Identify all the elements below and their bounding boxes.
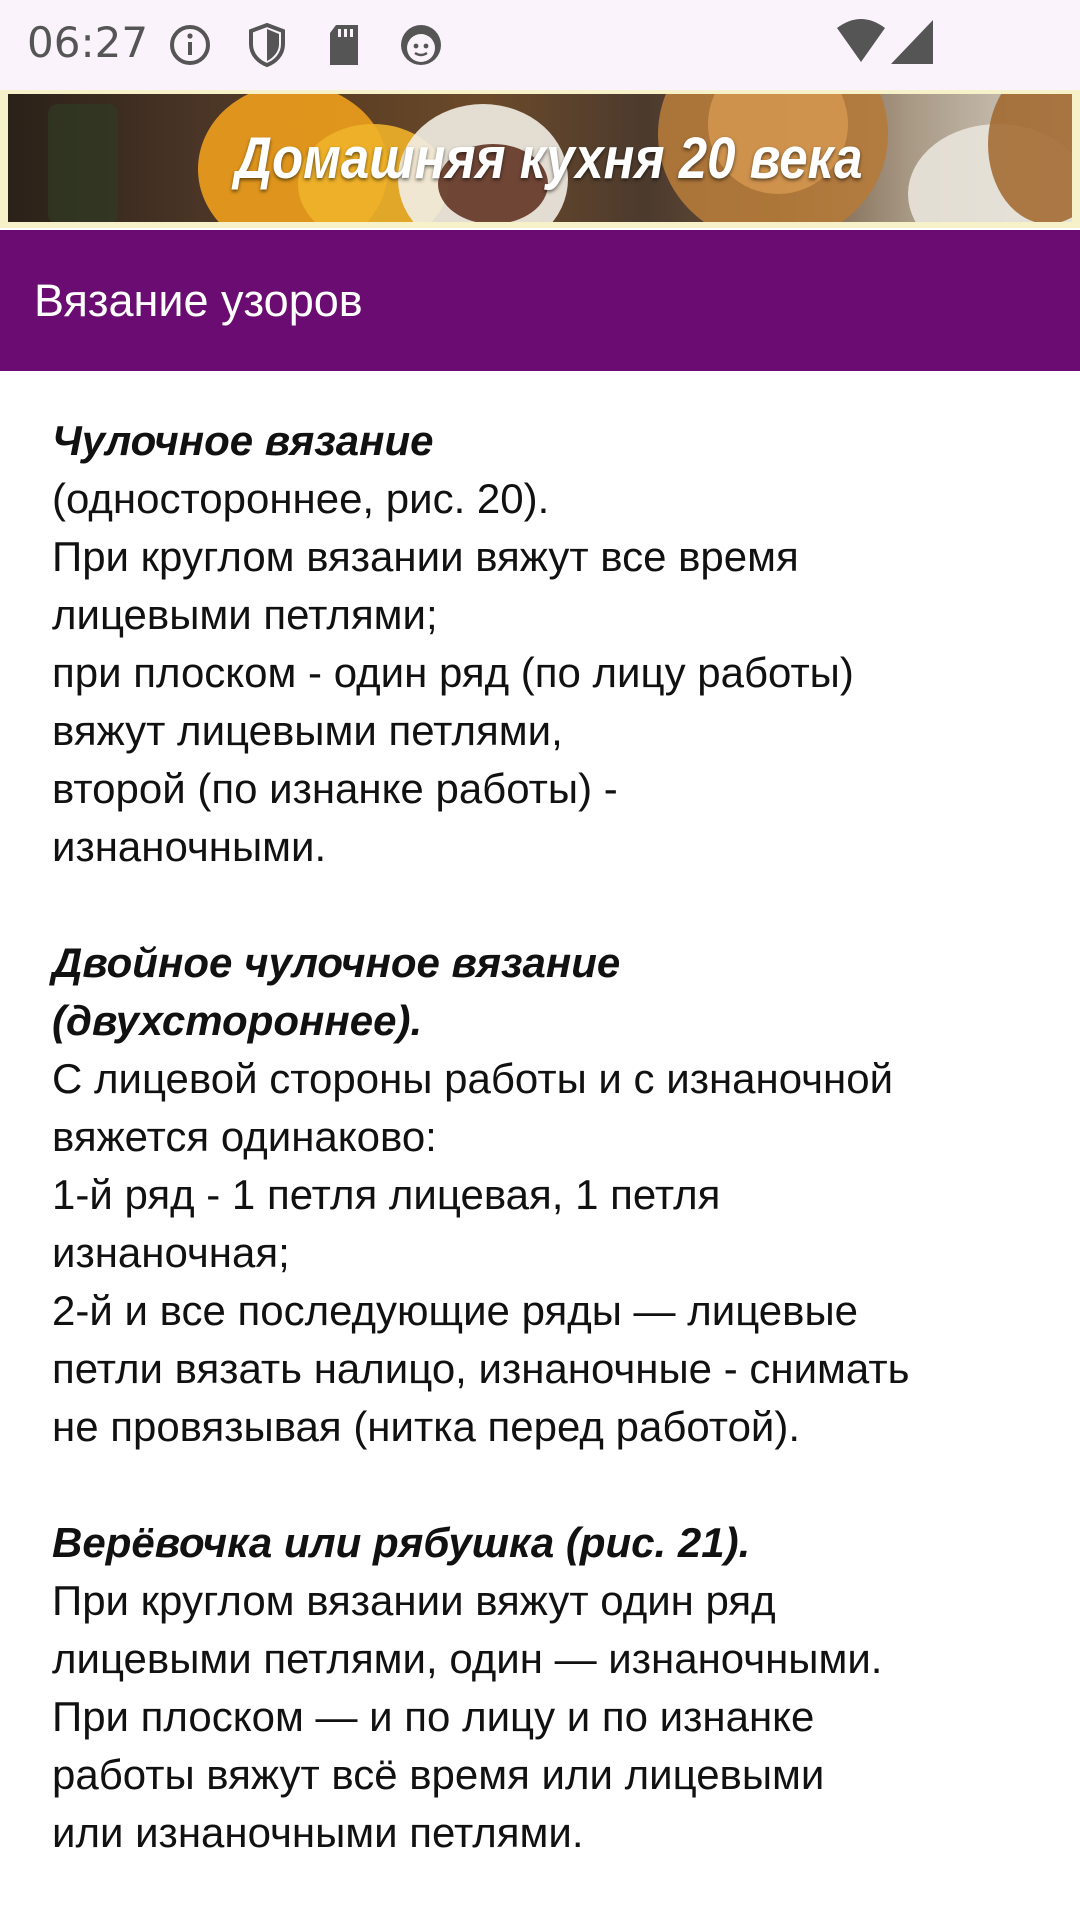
text-line: 2-й и все последующие ряды — лицевые xyxy=(52,1287,858,1334)
text-line: вяжут лицевыми петлями, xyxy=(52,707,563,754)
wifi-icon xyxy=(835,18,887,71)
section-heading: Верёвочка или рябушка (рис. 21). xyxy=(52,1519,751,1566)
text-line: При плоском — и по лицу и по изнанке xyxy=(52,1693,815,1740)
section-rope-stitch xyxy=(52,1514,1052,1862)
text-line: при плоском - один ряд (по лицу работы) xyxy=(52,649,854,696)
status-icons-right xyxy=(833,18,935,70)
section-stocking-stitch xyxy=(52,412,1052,876)
info-icon xyxy=(165,20,215,70)
status-icons-left xyxy=(165,20,473,70)
face-icon xyxy=(396,20,446,70)
banner xyxy=(0,90,1080,228)
text-line: При круглом вязании вяжут все время xyxy=(52,533,799,580)
page-title: Вязание узоров xyxy=(34,274,363,326)
text-line: или изнаночными петлями. xyxy=(52,1809,584,1856)
text-line: работы вяжут всё время или лицевыми xyxy=(52,1751,825,1798)
text-line: При круглом вязании вяжут один ряд xyxy=(52,1577,776,1624)
section-heading: Чулочное вязание xyxy=(52,417,434,464)
cellular-signal-icon xyxy=(889,18,935,71)
text-line: второй (по изнанке работы) - xyxy=(52,765,618,812)
text-line: 1-й ряд - 1 петля лицевая, 1 петля xyxy=(52,1171,721,1218)
text-line: С лицевой стороны работы и с изнаночной xyxy=(52,1055,894,1102)
banner-image xyxy=(8,94,1072,222)
app-bar xyxy=(0,230,1080,371)
sd-card-icon xyxy=(319,20,369,70)
article-content xyxy=(52,412,1052,1920)
text-line: (одностороннее, рис. 20). xyxy=(52,475,550,522)
text-line: изнаночными. xyxy=(52,823,327,870)
text-line: лицевыми петлями; xyxy=(52,591,438,638)
section-heading: (двухстороннее). xyxy=(52,997,423,1044)
text-line: лицевыми петлями, один — изнаночными. xyxy=(52,1635,883,1682)
text-line: не провязывая (нитка перед работой). xyxy=(52,1403,801,1450)
section-heading: Двойное чулочное вязание xyxy=(52,939,621,986)
text-line: вяжется одинаково: xyxy=(52,1113,437,1160)
status-time: 06:27 xyxy=(27,18,149,67)
banner-title: Домашняя кухня 20 века xyxy=(235,125,863,191)
text-line: петли вязать налицо, изнаночные - снимать xyxy=(52,1345,910,1392)
shield-icon xyxy=(242,20,292,70)
section-double-stocking-stitch xyxy=(52,934,1052,1456)
text-line: изнаночная; xyxy=(52,1229,290,1276)
status-bar xyxy=(0,0,1080,90)
